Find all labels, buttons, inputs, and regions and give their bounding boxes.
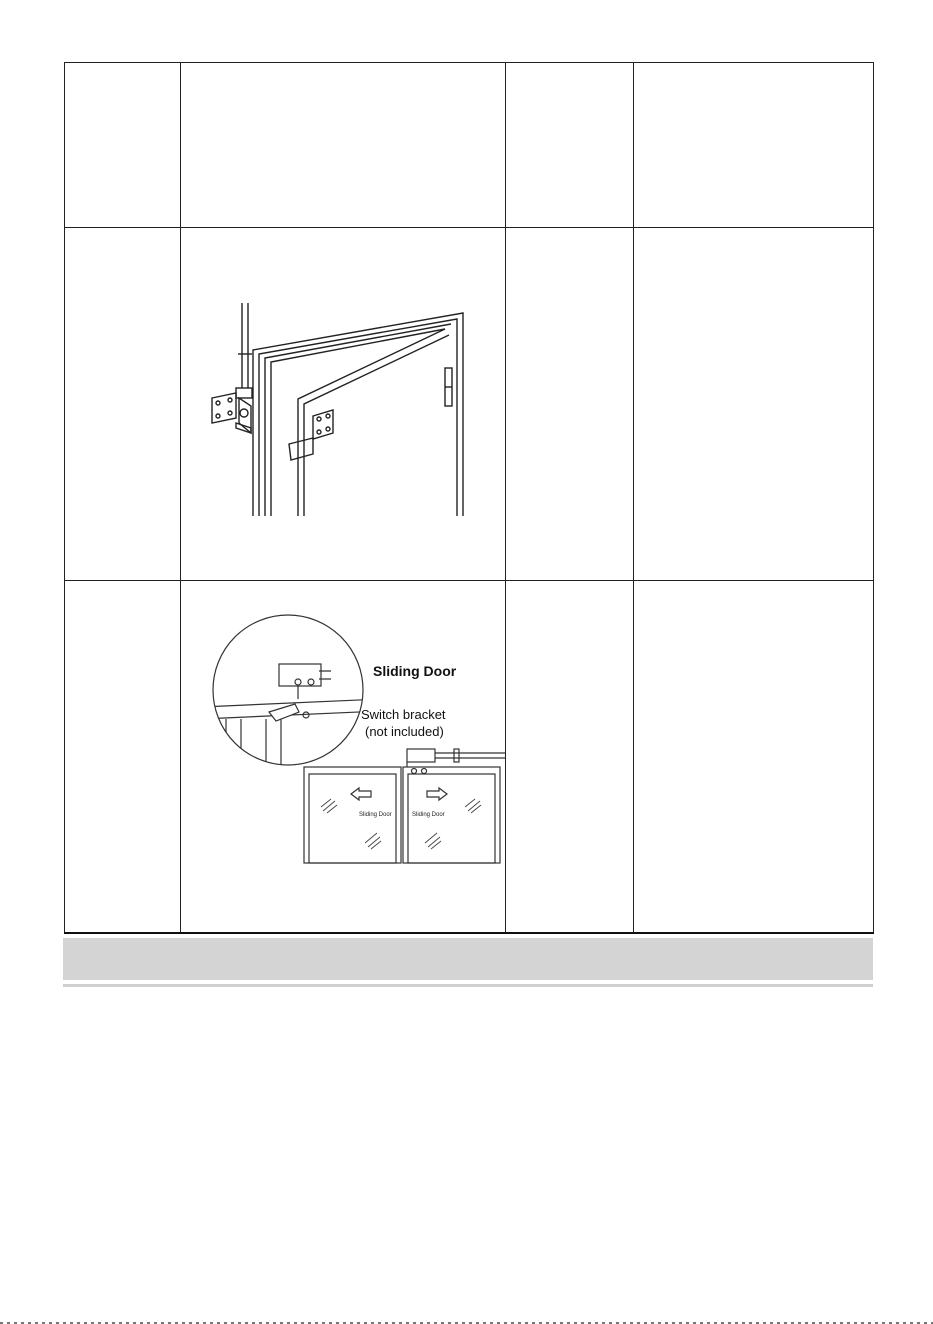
table-cell: [65, 63, 181, 228]
table-cell: [634, 581, 874, 934]
table-row: [65, 581, 874, 934]
table-cell: [506, 228, 634, 581]
table-row: [65, 63, 874, 228]
table-cell: [634, 228, 874, 581]
swing-door-illustration: [181, 228, 505, 575]
sliding-door-illustration: [181, 581, 505, 927]
detail-magnifier: [213, 615, 363, 765]
table-cell: [506, 63, 634, 228]
section-header-bar: [63, 938, 873, 980]
table-cell: [634, 63, 874, 228]
table-cell: [65, 228, 181, 581]
bracket-label-line1: Switch bracket: [361, 707, 446, 722]
sliding-door-title: Sliding Door: [373, 663, 457, 679]
section-divider: [63, 984, 873, 987]
left-door-label: Sliding Door: [359, 812, 392, 818]
table-cell: [506, 581, 634, 934]
table-row: [65, 228, 874, 581]
installation-table: [64, 62, 874, 934]
right-door-label: Sliding Door: [412, 812, 445, 818]
table-cell: [181, 228, 506, 581]
table-cell: [181, 63, 506, 228]
table-cell: [181, 581, 506, 934]
table-cell: [65, 581, 181, 934]
bracket-label-line2: (not included): [365, 724, 444, 739]
